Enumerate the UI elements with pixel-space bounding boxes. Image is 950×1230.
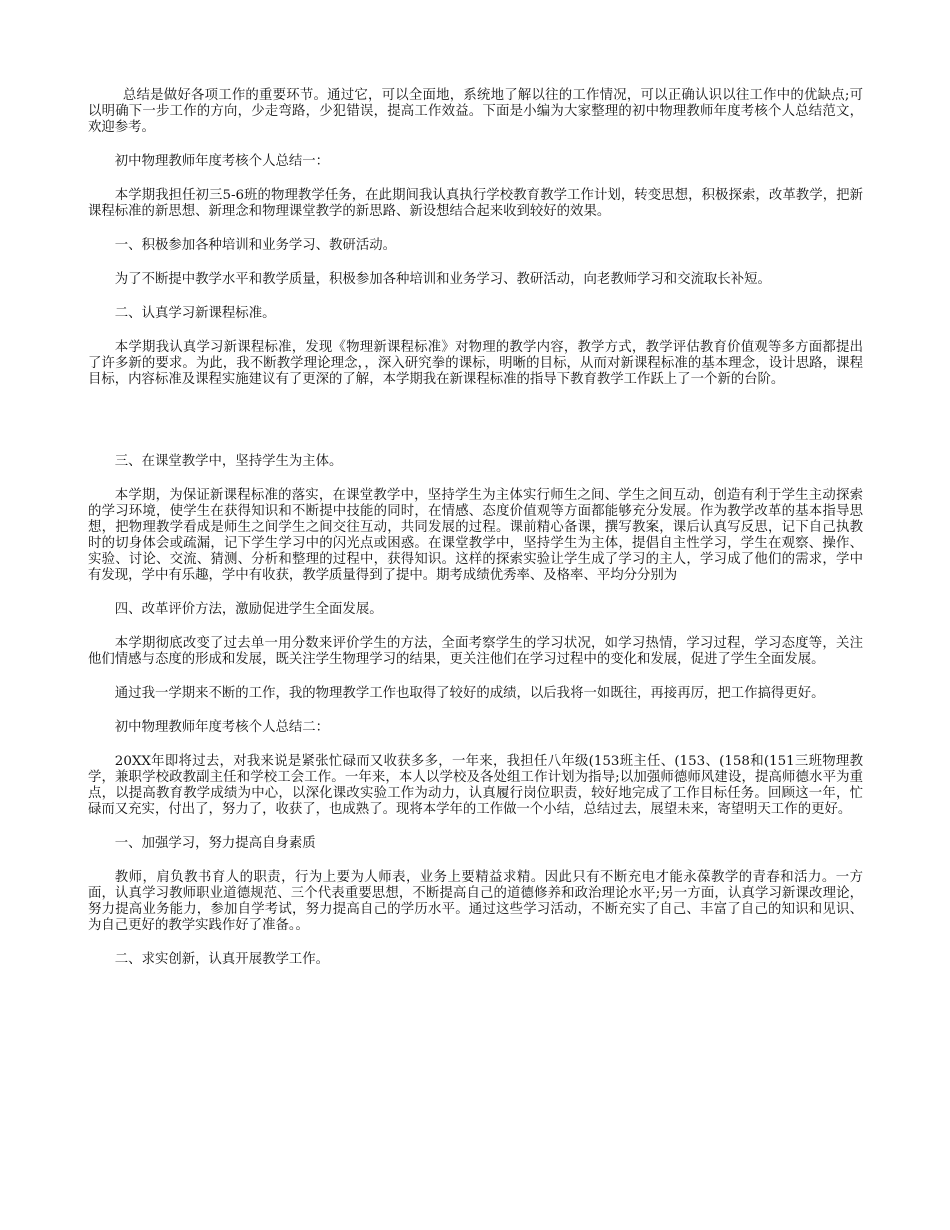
document-page	[88, 88, 863, 986]
summary-two-paragraph: 20XX年即将过去，对我来说是紧张忙碌而又收获多多，一年来，我担任八年级(153班主任、(153、(158和(151三班物理教学，兼职学校政教副主任和学校工会工作。一年来，本人以学校及各处组工作计划为指导;以加强师德师风建设，提高师德水平为重点，以提高教育教学成绩为中心，以深化课改实验工作为动力，认真履行岗位职责，较好地完成了工作目标任务。回顾这一年，忙碌而又充实，付出了，努力了，收获了，也成熟了。现将本学年的工作做一个小结，总结过去，展望未来，寄望明天工作的更好。	[88, 754, 863, 817]
intro-paragraph: 总结是做好各项工作的重要环节。通过它，可以全面地，系统地了解以往的工作情况，可以正确认识以往工作中的优缺点;可以明确下一步工作的方向，少走弯路，少犯错误，提高工作效益。下面是小编为大家整理的初中物理教师年度考核个人总结范文，欢迎参考。	[88, 88, 863, 135]
body-paragraph: 本学期，为保证新课程标准的落实，在课堂教学中，坚持学生为主体实行师生之间、学生之间互动，创造有利于学生主动探索的学习环境，使学生在获得知识和不断提中技能的同时，在情感、态度价值观等方面都能够充分发展。作为教学改革的基本指导思想，把物理教学看成是师生之间学生之间交往互动，共同发展的过程。课前精心备课，撰写教案，课后认真写反思，记下自己执教时的切身体会或疏漏，记下学生学习中的闪光点或困惑。在课堂教学中，坚持学生为主体，提倡自主性学习，学生在观察、操作、实验、讨论、交流、猜测、分析和整理的过程中，获得知识。这样的探索实验让学生成了学习的主人，学习成了他们的需求，学中有发现，学中有乐趣，学中有收获，教学质量得到了提中。期考成绩优秀率、及格率、平均分分别为	[88, 488, 863, 583]
section-heading: 四、改革评价方法，激励促进学生全面发展。	[114, 602, 383, 617]
section-heading: 二、认真学习新课程标准。	[114, 306, 276, 321]
section-heading: 二、求实创新，认真开展教学工作。	[114, 952, 330, 967]
body-paragraph: 通过我一学期来不断的工作，我的物理教学工作也取得了较好的成绩，以后我将一如既往，再接再厉，把工作搞得更好。	[114, 686, 825, 701]
body-paragraph: 本学期我认真学习新课程标准，发现《物理新课程标准》对物理的教学内容，教学方式，教学评估教育价值观等多方面都提出了许多新的要求。为此，我不断教学理论理念，，深入研究拳的课标，明晰的目标，从而对新课程标准的基本理念，设计思路，课程目标，内容标准及课程实施建议有了更深的了解，本学期我在新课程标准的指导下教育教学工作跃上了一个新的台阶。	[88, 340, 863, 387]
section-spacer	[88, 406, 863, 454]
summary-one-title: 初中物理教师年度考核个人总结一：	[114, 154, 330, 169]
section-heading: 一、加强学习，努力提高自身素质	[114, 836, 316, 851]
body-paragraph: 为了不断提中教学水平和教学质量，积极参加各种培训和业务学习、教研活动，向老教师学习和交流取长补短。	[114, 272, 771, 287]
section-heading: 三、在课堂教学中，坚持学生为主体。	[114, 454, 343, 469]
section-heading: 一、积极参加各种培训和业务学习、教研活动。	[114, 238, 396, 253]
body-paragraph: 本学期彻底改变了过去单一用分数来评价学生的方法，全面考察学生的学习状况，如学习热情，学习过程，学习态度等，关注他们情感与态度的形成和发展，既关注学生物理学习的结果，更关注他们在学习过程中的变化和发展，促进了学生全面发展。	[88, 636, 863, 667]
body-paragraph: 教师，肩负教书育人的职责，行为上要为人师表，业务上要精益求精。因此只有不断充电才能永葆教学的青春和活力。一方面，认真学习教师职业道德规范、三个代表重要思想，不断提高自己的道德修养和政治理论水平;另一方面，认真学习新课改理论，努力提高业务能力，参加自学考试，努力提高自己的学历水平。通过这些学习活动，不断充实了自己、丰富了自己的知识和见识、为自己更好的教学实践作好了准备。。	[88, 870, 863, 933]
summary-two-title: 初中物理教师年度考核个人总结二：	[114, 720, 330, 735]
summary-one-paragraph: 本学期我担任初三5-6班的物理教学任务，在此期间我认真执行学校教育教学工作计划，转变思想，积极探索，改革教学，把新课程标准的新思想、新理念和物理课堂教学的新思路、新设想结合起来收到较好的效果。	[88, 188, 863, 219]
